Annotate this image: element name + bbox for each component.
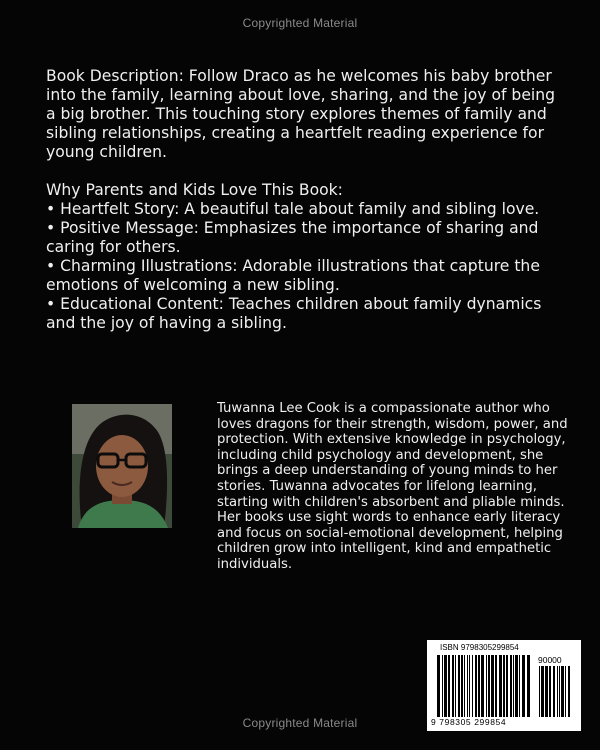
- feature-item: • Charming Illustrations: Adorable illustrations that capture the emotions of welcoming a new sibling.: [46, 257, 540, 294]
- barcode-bar: [478, 655, 480, 717]
- why-heading: Why Parents and Kids Love This Book:: [46, 181, 343, 199]
- description-intro: Book Description: Follow Draco as he welcomes his baby brother into the family, learning about love, sharing, and the joy of being a big brother. This touching story explores themes of family and sibling relationships, creating a heartfelt reading experience for young children.: [46, 67, 556, 161]
- paragraph-gap: [46, 162, 566, 181]
- copyright-watermark-top: Copyrighted Material: [242, 16, 358, 30]
- barcode-bar: [452, 655, 454, 717]
- barcode-bar: [444, 655, 447, 717]
- barcode-digits: 9 798305 299854: [431, 717, 507, 727]
- barcode-bar: [488, 655, 490, 717]
- barcode-bar: [527, 655, 530, 717]
- barcode-bar: [486, 655, 487, 717]
- author-bio: Tuwanna Lee Cook is a compassionate author who loves dragons for their strength, wisdom, power, and protection. With extensive knowledge in psychology, including child psychology and development, she brings a deep understanding of young minds to her stories. Tuwanna advocates for lifelong learning, starting with children's absorbent and pliable minds. Her books use sight words to enhance early literacy and focus on social-emotional development, helping children grow into intelligent, kind and empathetic individuals.: [217, 401, 568, 572]
- barcode-bar: [467, 655, 468, 717]
- barcode-bar: [448, 655, 450, 717]
- feature-item: • Educational Content: Teaches children about family dynamics and the joy of having a sibling.: [46, 295, 542, 332]
- author-photo: [72, 404, 172, 528]
- feature-item: • Heartfelt Story: A beautiful tale about family and sibling love.: [46, 200, 540, 218]
- barcode-bar: [553, 666, 555, 717]
- barcode-bar: [545, 666, 548, 717]
- barcode-bar: [499, 655, 502, 717]
- barcode-bar: [522, 655, 525, 717]
- barcode-bar: [469, 655, 470, 717]
- barcode-bar: [455, 655, 456, 717]
- barcode-bar: [464, 655, 465, 717]
- author-portrait-icon: [72, 404, 172, 528]
- barcode-bar: [549, 666, 551, 717]
- feature-list: [46, 200, 566, 333]
- book-description: [46, 67, 566, 333]
- isbn-label: ISBN 9798305299854: [440, 643, 519, 652]
- barcode-bar: [561, 666, 564, 717]
- barcode-bar: [519, 655, 520, 717]
- barcode-bar: [513, 655, 514, 717]
- barcode-bar: [510, 655, 512, 717]
- barcode-bar: [475, 655, 477, 717]
- barcode-bar: [503, 655, 505, 717]
- barcode-bar: [472, 655, 473, 717]
- barcode-bar: [565, 666, 566, 717]
- feature-item: • Positive Message: Emphasizes the importance of sharing and caring for others.: [46, 219, 539, 256]
- price-barcode-bars: [539, 666, 571, 717]
- barcode-bars: [437, 655, 533, 717]
- copyright-watermark-bottom: Copyrighted Material: [242, 716, 358, 730]
- barcode-bar: [437, 655, 440, 717]
- barcode-bar: [481, 655, 484, 717]
- barcode-bar: [557, 666, 558, 717]
- barcode-bar: [458, 655, 460, 717]
- barcode-bar: [442, 655, 443, 717]
- barcode-bar: [568, 666, 570, 717]
- barcode-bar: [506, 655, 508, 717]
- barcode-bar: [495, 655, 497, 717]
- price-code: 90000: [538, 655, 562, 665]
- barcode-bar: [559, 666, 560, 717]
- barcode-bar: [515, 655, 518, 717]
- barcode-bar: [541, 666, 544, 717]
- barcode-bar: [539, 666, 540, 717]
- barcode-bar: [461, 655, 463, 717]
- barcode-bar: [491, 655, 494, 717]
